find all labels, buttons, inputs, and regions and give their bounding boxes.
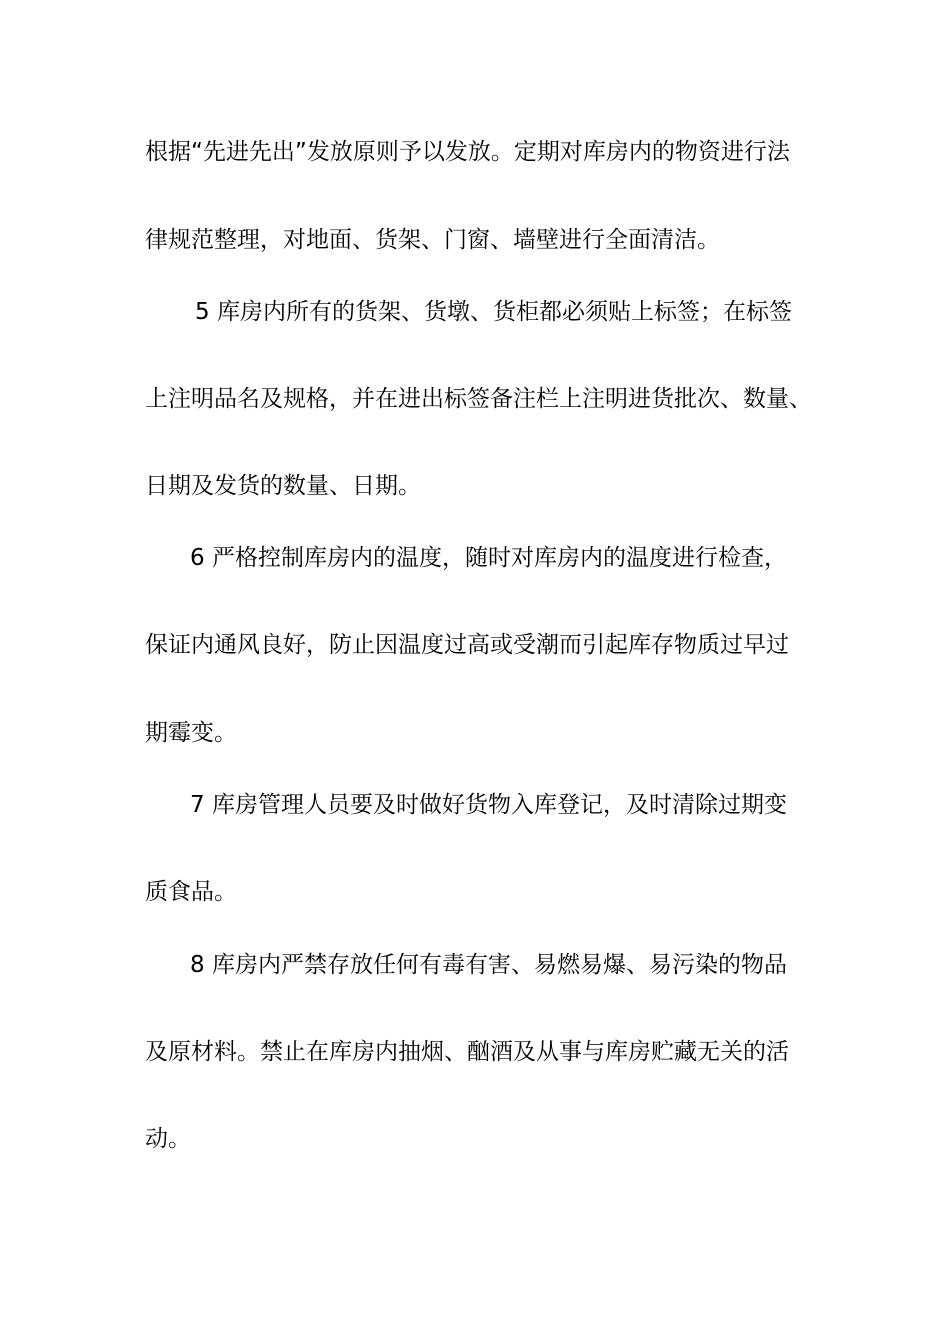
text-line-4: 上注明品名及规格，并在进出标签备注栏上注明进货批次、数量、 [145,386,812,412]
text-line-9: 7 库房管理人员要及时做好货物入库登记，及时清除过期变 [190,792,787,818]
text-line-5: 日期及发货的数量、日期。 [145,473,421,499]
text-line-1: 根据“先进先出”发放原则予以发放。定期对库房内的物资进行法 [145,139,790,165]
text-line-7: 保证内通风良好，防止因温度过高或受潮而引起库存物质过早过 [145,632,789,658]
text-line-13: 动。 [145,1126,191,1152]
text-line-12: 及原材料。禁止在库房内抽烟、酗酒及从事与库房贮藏无关的活 [145,1039,789,1065]
text-line-3: 5 库房内所有的货架、货墩、货柜都必须贴上标签；在标签 [195,299,792,325]
text-line-11: 8 库房内严禁存放任何有毒有害、易燃易爆、易污染的物品 [190,952,787,978]
text-line-6: 6 严格控制库房内的温度，随时对库房内的温度进行检查， [190,545,787,571]
text-line-10: 质食品。 [145,879,237,905]
text-line-8: 期霉变。 [145,720,237,746]
text-line-2: 律规范整理，对地面、货架、门窗、墙壁进行全面清洁。 [145,227,720,253]
